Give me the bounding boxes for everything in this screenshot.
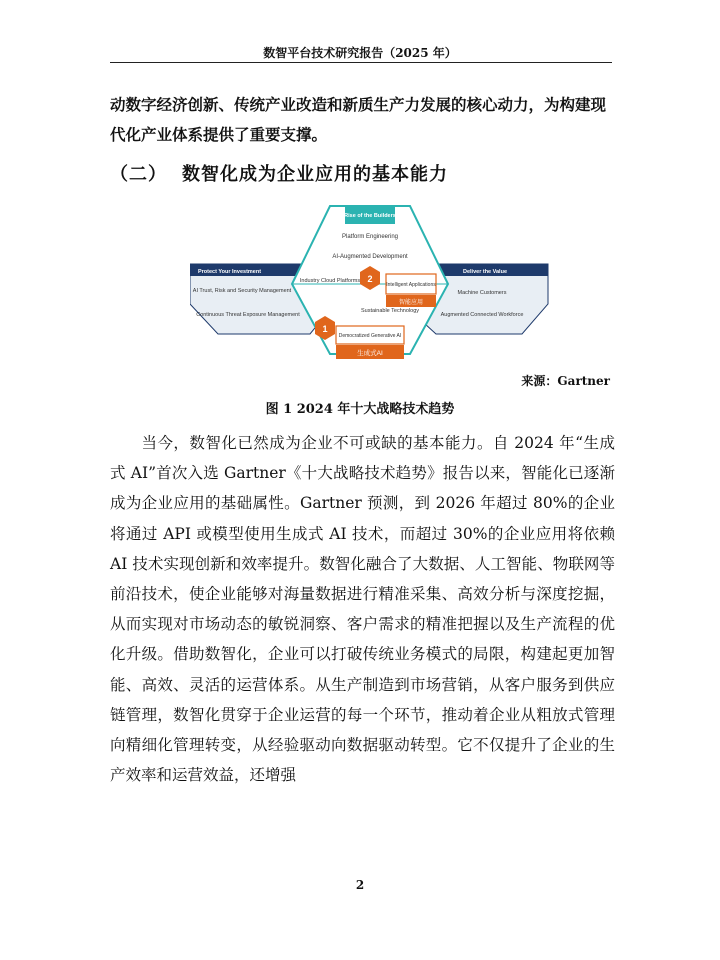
right-item-1: Machine Customers <box>457 290 507 296</box>
highlight-1-number: 1 <box>322 324 328 334</box>
left-item-2: Continuous Threat Exposure Management <box>196 312 300 318</box>
strategic-trends-figure <box>190 204 550 369</box>
body-paragraph <box>110 428 615 790</box>
center-item-1: Industry Cloud Platforms <box>299 278 361 284</box>
left-panel-title: Protect Your Investment <box>198 269 262 275</box>
page-number: 2 <box>355 878 365 892</box>
figure-caption: 图 1 2024 年十大战略技术趋势 <box>265 402 455 417</box>
figure-source: 来源：Gartner <box>521 374 610 388</box>
top-item-2: AI-Augmented Development <box>332 254 408 260</box>
highlight-1-tag-text: 生成式AI <box>357 350 383 357</box>
top-panel-title: Rise of the Builders <box>344 213 396 219</box>
section-number: （二） <box>110 164 167 185</box>
highlight-1-label: Democratized Generative AI <box>338 333 402 339</box>
highlight-2-number: 2 <box>367 274 373 284</box>
page-header: 数智平台技术研究报告（2025 年） <box>263 46 457 60</box>
header-rule <box>110 62 612 63</box>
body-paragraph-text: 当今，数智化已然成为企业不可或缺的基本能力。自 2024 年“生成式 AI”首次入选 Gartner《十大战略技术趋势》报告以来，智能化已逐渐成为企业应用的基础属性。Gartner 预测，到 2026 年超过 80%的企业将通过 API 或模型使用生成式 AI 技术，而超过 30%的企业应用将依赖 AI 技术实现创新和效率提升。数智化融合了大数据、人工智能、物联网等前沿技术，使企业能够对海量数据进行精准采集、高效分析与深度挖掘，从而实现对市场动态的敏锐洞察、客户需求的精准把握以及生产流程的优化升级。借助数智化，企业可以打破传统业务模式的局限，构建起更加智能、高效、灵活的运营体系。从生产制造到市场营销，从客户服务到供应链管理，数智化贯穿于企业运营的每一个环节，推动着企业从粗放式管理向精细化管理转变，从经验驱动向数据驱动转型。它不仅提升了企业的生产效率和运营效益，还增强 <box>110 434 615 785</box>
left-item-1: AI Trust, Risk and Security Management <box>192 288 292 294</box>
right-item-2: Augmented Connected Workforce <box>440 312 524 318</box>
highlight-2-label: Intelligent Applications <box>386 282 436 288</box>
right-panel-title: Deliver the Value <box>462 269 508 275</box>
highlight-2-tag-text: 智能应用 <box>398 300 424 306</box>
intro-paragraph: 动数字经济创新、传统产业改造和新质生产力发展的核心动力，为构建现代化产业体系提供了重要支撑。 <box>110 95 607 144</box>
section-title: 数智化成为企业应用的基本能力 <box>182 164 448 185</box>
center-item-2: Sustainable Technology <box>361 308 419 314</box>
section-heading <box>110 160 615 186</box>
top-item-1: Platform Engineering <box>341 234 399 240</box>
